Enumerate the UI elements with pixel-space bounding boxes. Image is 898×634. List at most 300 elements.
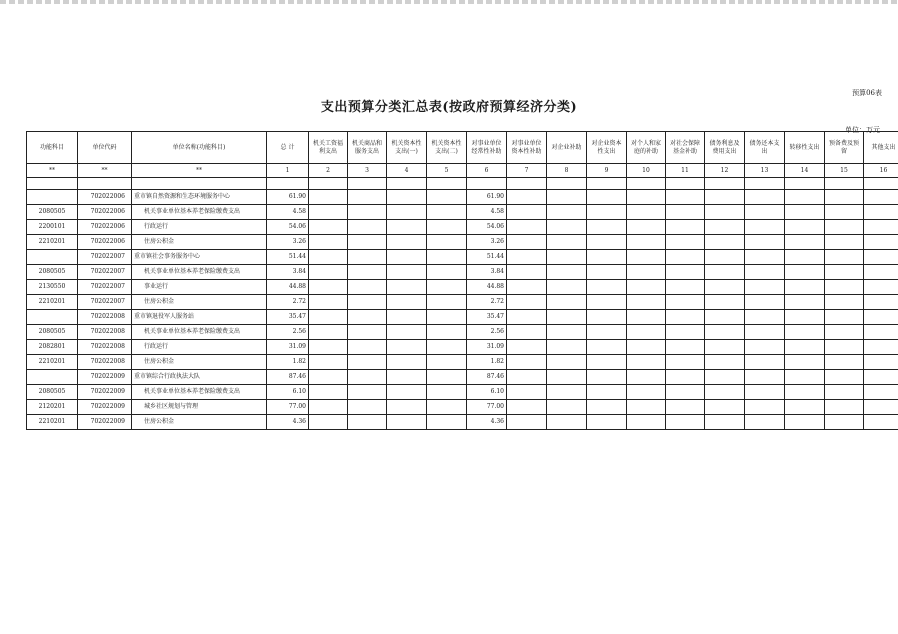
unit-name-cell: 重市镇退役军人服务站 [132, 310, 267, 325]
table-row [27, 220, 898, 235]
empty-cell [309, 400, 348, 415]
column-number: 3 [348, 164, 387, 178]
empty-cell [666, 295, 705, 310]
institution-subsidy-cell: 35.47 [467, 310, 507, 325]
empty-cell [785, 190, 825, 205]
empty-cell [705, 190, 745, 205]
empty-cell [348, 235, 387, 250]
empty-cell [348, 265, 387, 280]
empty-cell [547, 310, 587, 325]
empty-cell [547, 280, 587, 295]
function-code-cell: 2210201 [27, 295, 78, 310]
column-header: 债务利息及费用支出 [705, 132, 745, 164]
header-row [27, 132, 898, 164]
column-number: 8 [547, 164, 587, 178]
column-number: 10 [627, 164, 666, 178]
function-code-cell: 2120201 [27, 400, 78, 415]
empty-cell [666, 220, 705, 235]
empty-cell [427, 280, 467, 295]
function-code-cell: 2200101 [27, 220, 78, 235]
empty-cell [666, 190, 705, 205]
unit-name-cell: 机关事业单位基本养老保险缴费支出 [132, 205, 267, 220]
table-row [27, 280, 898, 295]
column-header: 机关工资福利支出 [309, 132, 348, 164]
unit-name-cell: 机关事业单位基本养老保险缴费支出 [132, 325, 267, 340]
empty-cell [348, 310, 387, 325]
column-number: 5 [427, 164, 467, 178]
empty-cell [745, 310, 785, 325]
empty-cell [745, 370, 785, 385]
empty-cell [309, 235, 348, 250]
unit-code-cell: 702022006 [78, 205, 132, 220]
empty-cell [587, 190, 627, 205]
empty-cell [785, 355, 825, 370]
empty-cell [507, 325, 547, 340]
unit-name-cell: 重市镇社会事务服务中心 [132, 250, 267, 265]
unit-name-cell: 住房公积金 [132, 295, 267, 310]
column-number: 11 [666, 164, 705, 178]
total-cell: 61.90 [267, 190, 309, 205]
empty-cell [825, 250, 864, 265]
empty-cell [547, 265, 587, 280]
institution-subsidy-cell: 2.72 [467, 295, 507, 310]
institution-subsidy-cell: 1.82 [467, 355, 507, 370]
empty-cell [348, 295, 387, 310]
empty-cell [507, 220, 547, 235]
empty-cell [745, 250, 785, 265]
empty-cell [745, 355, 785, 370]
column-header: 功能科目 [27, 132, 78, 164]
empty-cell [745, 400, 785, 415]
empty-cell [705, 355, 745, 370]
empty-cell [348, 190, 387, 205]
spacer-row [27, 178, 898, 190]
empty-cell [547, 190, 587, 205]
empty-cell [387, 355, 427, 370]
empty-cell [587, 265, 627, 280]
empty-cell [547, 385, 587, 400]
column-number: ** [27, 164, 78, 178]
empty-cell [427, 415, 467, 430]
empty-cell [427, 355, 467, 370]
empty-cell [705, 385, 745, 400]
empty-cell [864, 340, 898, 355]
empty-cell [666, 280, 705, 295]
empty-cell [666, 265, 705, 280]
total-cell: 77.00 [267, 400, 309, 415]
empty-cell [825, 340, 864, 355]
empty-cell [547, 355, 587, 370]
column-number: 12 [705, 164, 745, 178]
column-number-row [27, 164, 898, 178]
empty-cell [785, 235, 825, 250]
empty-cell [705, 250, 745, 265]
empty-cell [387, 220, 427, 235]
empty-cell [547, 325, 587, 340]
empty-cell [348, 340, 387, 355]
empty-cell [427, 385, 467, 400]
empty-cell [507, 295, 547, 310]
function-code-cell: 2080505 [27, 325, 78, 340]
empty-cell [864, 235, 898, 250]
empty-cell [825, 400, 864, 415]
unit-name-cell: 行政运行 [132, 220, 267, 235]
empty-cell [309, 385, 348, 400]
empty-cell [864, 400, 898, 415]
empty-cell [587, 325, 627, 340]
empty-cell [387, 295, 427, 310]
empty-cell [666, 205, 705, 220]
empty-cell [785, 280, 825, 295]
empty-cell [785, 310, 825, 325]
institution-subsidy-cell: 4.36 [467, 415, 507, 430]
empty-cell [348, 415, 387, 430]
total-cell: 3.84 [267, 265, 309, 280]
empty-cell [587, 415, 627, 430]
empty-cell [507, 355, 547, 370]
empty-cell [825, 295, 864, 310]
institution-subsidy-cell: 3.84 [467, 265, 507, 280]
empty-cell [348, 355, 387, 370]
empty-cell [387, 280, 427, 295]
empty-cell [666, 355, 705, 370]
empty-cell [547, 295, 587, 310]
empty-cell [627, 235, 666, 250]
empty-cell [825, 310, 864, 325]
column-number: 7 [507, 164, 547, 178]
unit-name-cell: 机关事业单位基本养老保险缴费支出 [132, 265, 267, 280]
empty-cell [627, 265, 666, 280]
unit-name-cell: 住房公积金 [132, 415, 267, 430]
unit-name-cell: 重市镇自然资源和生态环境服务中心 [132, 190, 267, 205]
empty-cell [547, 370, 587, 385]
function-code-cell [27, 250, 78, 265]
table-row [27, 235, 898, 250]
empty-cell [825, 220, 864, 235]
column-header: 单位代码 [78, 132, 132, 164]
empty-cell [705, 205, 745, 220]
empty-cell [507, 190, 547, 205]
empty-cell [309, 340, 348, 355]
empty-cell [309, 310, 348, 325]
empty-cell [587, 280, 627, 295]
empty-cell [387, 205, 427, 220]
empty-cell [745, 265, 785, 280]
empty-cell [627, 385, 666, 400]
empty-cell [427, 310, 467, 325]
empty-cell [309, 370, 348, 385]
function-code-cell: 2080505 [27, 265, 78, 280]
empty-cell [745, 280, 785, 295]
empty-cell [825, 385, 864, 400]
empty-cell [309, 250, 348, 265]
empty-cell [309, 190, 348, 205]
empty-cell [705, 295, 745, 310]
empty-cell [587, 235, 627, 250]
empty-cell [705, 280, 745, 295]
empty-cell [864, 310, 898, 325]
column-number: 2 [309, 164, 348, 178]
empty-cell [864, 265, 898, 280]
empty-cell [627, 295, 666, 310]
empty-cell [547, 235, 587, 250]
column-header: 机关商品和服务支出 [348, 132, 387, 164]
empty-cell [785, 415, 825, 430]
empty-cell [785, 220, 825, 235]
total-cell: 44.88 [267, 280, 309, 295]
column-number: 6 [467, 164, 507, 178]
empty-cell [627, 415, 666, 430]
empty-cell [705, 265, 745, 280]
function-code-cell [27, 370, 78, 385]
empty-cell [864, 250, 898, 265]
column-header: 机关资本性支出(二) [427, 132, 467, 164]
empty-cell [587, 295, 627, 310]
table-row [27, 355, 898, 370]
function-code-cell: 2210201 [27, 355, 78, 370]
empty-cell [427, 325, 467, 340]
empty-cell [348, 205, 387, 220]
unit-name-cell: 住房公积金 [132, 355, 267, 370]
empty-cell [785, 400, 825, 415]
empty-cell [427, 190, 467, 205]
empty-cell [666, 325, 705, 340]
institution-subsidy-cell: 51.44 [467, 250, 507, 265]
empty-cell [745, 340, 785, 355]
unit-code-cell: 702022008 [78, 340, 132, 355]
budget-table [26, 131, 898, 430]
unit-code-cell: 702022009 [78, 415, 132, 430]
column-number: ** [78, 164, 132, 178]
unit-label: 单位：万元 [845, 126, 880, 134]
empty-cell [427, 250, 467, 265]
empty-cell [745, 205, 785, 220]
column-number: 14 [785, 164, 825, 178]
column-number: 16 [864, 164, 898, 178]
empty-cell [427, 220, 467, 235]
column-number: 9 [587, 164, 627, 178]
empty-cell [348, 250, 387, 265]
empty-cell [427, 400, 467, 415]
empty-cell [387, 190, 427, 205]
empty-cell [348, 400, 387, 415]
empty-cell [785, 325, 825, 340]
column-header: 转移性支出 [785, 132, 825, 164]
total-cell: 35.47 [267, 310, 309, 325]
empty-cell [348, 370, 387, 385]
empty-cell [587, 220, 627, 235]
empty-cell [387, 370, 427, 385]
empty-cell [507, 310, 547, 325]
empty-cell [825, 415, 864, 430]
empty-cell [825, 325, 864, 340]
empty-cell [387, 400, 427, 415]
empty-cell [387, 265, 427, 280]
table-row [27, 415, 898, 430]
table-row [27, 340, 898, 355]
total-cell: 51.44 [267, 250, 309, 265]
unit-name-cell: 事业运行 [132, 280, 267, 295]
unit-code-cell: 702022007 [78, 250, 132, 265]
total-cell: 31.09 [267, 340, 309, 355]
column-header: 对企业资本性支出 [587, 132, 627, 164]
empty-cell [666, 400, 705, 415]
empty-cell [547, 205, 587, 220]
unit-name-cell: 城乡社区规划与管理 [132, 400, 267, 415]
empty-cell [825, 205, 864, 220]
empty-cell [587, 370, 627, 385]
empty-cell [587, 400, 627, 415]
empty-cell [705, 325, 745, 340]
table-row [27, 400, 898, 415]
column-header: 对事业单位经常性补助 [467, 132, 507, 164]
unit-code-cell: 702022006 [78, 235, 132, 250]
total-cell: 2.56 [267, 325, 309, 340]
unit-code-cell: 702022007 [78, 280, 132, 295]
empty-cell [547, 220, 587, 235]
column-header: 对社会保障基金补助 [666, 132, 705, 164]
empty-cell [864, 415, 898, 430]
empty-cell [507, 265, 547, 280]
empty-cell [587, 310, 627, 325]
empty-cell [666, 385, 705, 400]
empty-cell [864, 370, 898, 385]
empty-cell [507, 400, 547, 415]
empty-cell [309, 355, 348, 370]
unit-code-cell: 702022006 [78, 190, 132, 205]
empty-cell [864, 355, 898, 370]
table-row [27, 385, 898, 400]
column-header: 对个人和家庭的补助 [627, 132, 666, 164]
total-cell: 1.82 [267, 355, 309, 370]
column-number: ** [132, 164, 267, 178]
total-cell: 6.10 [267, 385, 309, 400]
empty-cell [745, 235, 785, 250]
empty-cell [547, 340, 587, 355]
total-cell: 3.26 [267, 235, 309, 250]
empty-cell [309, 280, 348, 295]
empty-cell [666, 310, 705, 325]
empty-cell [387, 385, 427, 400]
empty-cell [627, 205, 666, 220]
empty-cell [785, 340, 825, 355]
institution-subsidy-cell: 4.58 [467, 205, 507, 220]
table-row [27, 325, 898, 340]
empty-cell [785, 205, 825, 220]
column-number: 1 [267, 164, 309, 178]
empty-cell [666, 370, 705, 385]
empty-cell [309, 205, 348, 220]
function-code-cell: 2210201 [27, 415, 78, 430]
empty-cell [627, 340, 666, 355]
empty-cell [627, 280, 666, 295]
empty-cell [666, 340, 705, 355]
column-header: 对事业单位资本性补助 [507, 132, 547, 164]
institution-subsidy-cell: 31.09 [467, 340, 507, 355]
empty-cell [627, 310, 666, 325]
table-row [27, 310, 898, 325]
function-code-cell: 2130550 [27, 280, 78, 295]
unit-code-cell: 702022008 [78, 310, 132, 325]
unit-code-cell: 702022008 [78, 325, 132, 340]
page-title: 支出预算分类汇总表(按政府预算经济分类) [320, 100, 578, 115]
empty-cell [507, 385, 547, 400]
column-header: 总 计 [267, 132, 309, 164]
empty-cell [348, 280, 387, 295]
empty-cell [627, 190, 666, 205]
empty-cell [627, 400, 666, 415]
empty-cell [785, 295, 825, 310]
empty-cell [666, 415, 705, 430]
form-number: 预算06表 [852, 89, 882, 97]
empty-cell [427, 340, 467, 355]
empty-cell [587, 250, 627, 265]
empty-cell [507, 250, 547, 265]
unit-name-cell: 行政运行 [132, 340, 267, 355]
empty-cell [705, 370, 745, 385]
total-cell: 4.58 [267, 205, 309, 220]
empty-cell [745, 325, 785, 340]
table-row [27, 205, 898, 220]
institution-subsidy-cell: 87.46 [467, 370, 507, 385]
empty-cell [705, 235, 745, 250]
empty-cell [387, 325, 427, 340]
empty-cell [705, 220, 745, 235]
empty-cell [507, 370, 547, 385]
empty-cell [627, 325, 666, 340]
empty-cell [785, 250, 825, 265]
institution-subsidy-cell: 54.06 [467, 220, 507, 235]
empty-cell [745, 295, 785, 310]
empty-cell [666, 235, 705, 250]
empty-cell [825, 355, 864, 370]
function-code-cell [27, 310, 78, 325]
empty-cell [427, 205, 467, 220]
column-number: 13 [745, 164, 785, 178]
column-number: 15 [825, 164, 864, 178]
empty-cell [705, 400, 745, 415]
scan-edge [0, 0, 898, 4]
empty-cell [587, 340, 627, 355]
empty-cell [587, 355, 627, 370]
column-number: 4 [387, 164, 427, 178]
unit-code-cell: 702022009 [78, 385, 132, 400]
empty-cell [705, 310, 745, 325]
empty-cell [864, 220, 898, 235]
total-cell: 87.46 [267, 370, 309, 385]
empty-cell [547, 250, 587, 265]
empty-cell [309, 220, 348, 235]
function-code-cell: 2210201 [27, 235, 78, 250]
unit-code-cell: 702022008 [78, 355, 132, 370]
table-row [27, 295, 898, 310]
empty-cell [705, 340, 745, 355]
empty-cell [864, 385, 898, 400]
empty-cell [745, 220, 785, 235]
empty-cell [587, 385, 627, 400]
empty-cell [427, 265, 467, 280]
institution-subsidy-cell: 77.00 [467, 400, 507, 415]
empty-cell [309, 415, 348, 430]
function-code-cell: 2080505 [27, 205, 78, 220]
empty-cell [745, 190, 785, 205]
empty-cell [825, 265, 864, 280]
empty-cell [387, 235, 427, 250]
total-cell: 54.06 [267, 220, 309, 235]
total-cell: 2.72 [267, 295, 309, 310]
empty-cell [427, 295, 467, 310]
column-header: 机关资本性支出(一) [387, 132, 427, 164]
